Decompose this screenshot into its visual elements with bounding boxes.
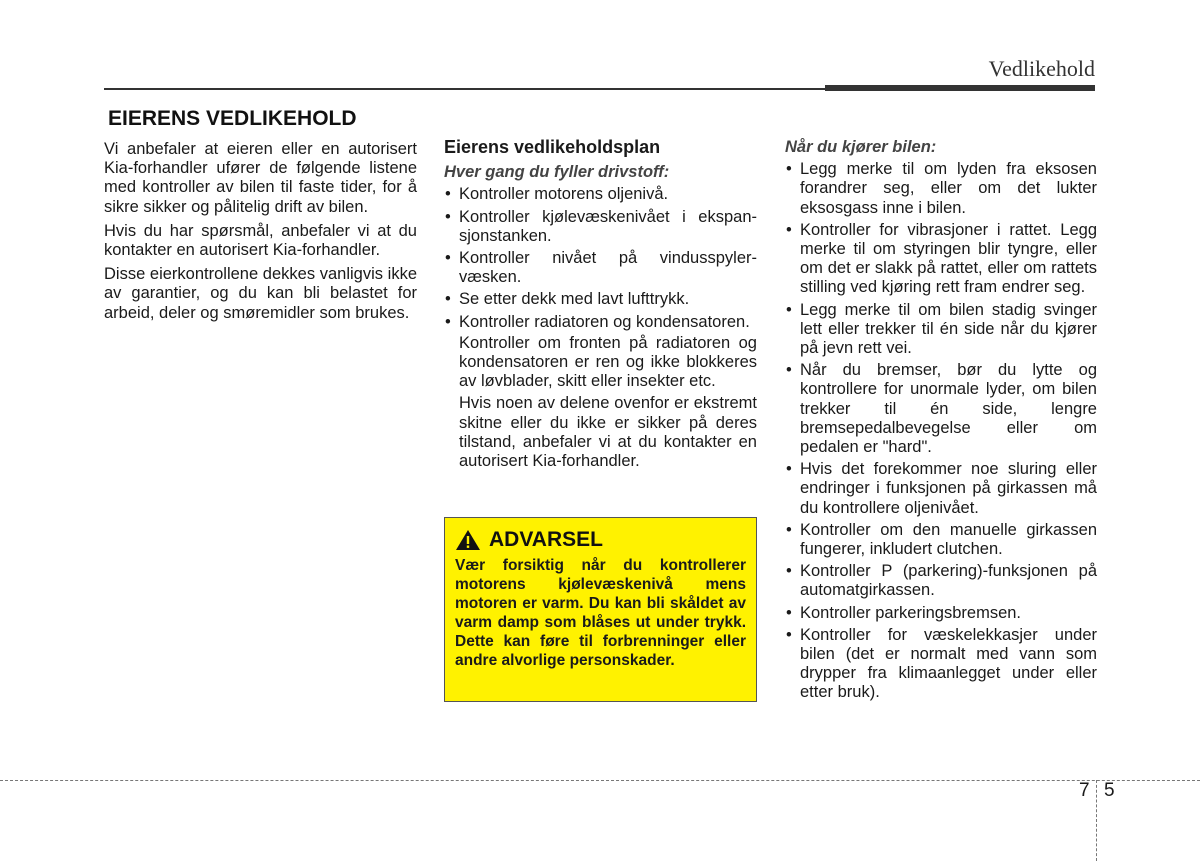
driving-subheading: Når du kjører bilen: — [785, 138, 937, 156]
list-item — [785, 460, 1097, 518]
list-item-text: Hvis det forekommer noe sluring eller endringer i funksjonen på girkassen må du kontrollere oljenivået. — [800, 460, 1097, 517]
list-item — [444, 290, 757, 309]
list-item — [444, 208, 757, 246]
list-item-text: Kontroller om den manuelle girkassen fungerer, inkludert clutchen. — [800, 520, 1097, 559]
driving-checklist — [785, 160, 1097, 702]
list-item — [444, 313, 757, 472]
list-item-text: Når du bremser, bør du lytte og kontrollere for unormale lyder, om bilen trekker til én side, lengre bremsepedalbevegelse eller om pedalen er "hard". — [800, 361, 1097, 457]
list-item-text: Kontroller radiatoren og kondensatoren. — [459, 312, 750, 331]
driving-checks-column — [785, 138, 1097, 706]
list-item-text: Se etter dekk med lavt lufttrykk. — [459, 290, 690, 309]
radiator-advice: Hvis noen av delene ovenfor er ekstremt skitne eller du ikke er sikker på deres tilstand, anbefaler vi at du kontakter en autorisert Kia-forhandler. — [459, 394, 757, 471]
list-item — [444, 249, 757, 287]
maintenance-plan-column — [444, 138, 757, 474]
list-item-text: Kontroller P (parkering)-funksjonen på automatgirkassen. — [800, 562, 1097, 600]
list-item-text: Legg merke til om lyden fra eksosen forandrer seg, eller om det lukter eksosgass inne i bilen. — [800, 160, 1097, 217]
chapter-number: 7 — [1079, 780, 1090, 801]
footer-page-divider — [1096, 780, 1097, 861]
list-item — [785, 221, 1097, 298]
list-item — [785, 301, 1097, 359]
refuel-subheading: Hver gang du fyller drivstoff: — [444, 163, 670, 182]
warning-text: Vær forsiktig når du kontrollerer motorens kjølevæskenivå mens motoren er varm. Du kan bli skåldet av varm damp som blåses ut under trykk. Dette kan føre til forbrenninger eller andre alvorlige personskader. — [455, 557, 746, 669]
list-item-text: Kontroller nivået på vindusspyler-væsken. — [459, 249, 757, 287]
list-item — [785, 604, 1097, 623]
warning-box — [444, 517, 757, 702]
list-item-text: Kontroller for væskelekkasjer under bilen (det er normalt med vann som drypper fra klimaanlegget under eller etter bruk). — [800, 625, 1097, 702]
list-item — [785, 626, 1097, 703]
intro-paragraph: Hvis du har spørsmål, anbefaler vi at du kontakter en autorisert Kia-forhandler. — [104, 221, 417, 260]
list-item — [785, 160, 1097, 218]
list-item-text: Kontroller parkeringsbremsen. — [800, 603, 1022, 622]
refuel-checklist — [444, 185, 757, 471]
list-item-text: Kontroller kjølevæskenivået i ekspan-sjonstanken. — [459, 207, 757, 245]
warning-header — [455, 528, 746, 552]
list-item-text: Kontroller motorens oljenivå. — [459, 185, 669, 204]
intro-paragraph: Disse eierkontrollene dekkes vanligvis ikke av garantier, og du kan bli belastet for arbeid, deler og smøremidler som brukes. — [104, 265, 417, 322]
list-item-text: Legg merke til om bilen stadig svinger lett eller trekker til én side når du kjører på jevn rett vei. — [800, 300, 1097, 358]
radiator-detail: Kontroller om fronten på radiatoren og kondensatoren er ren og ikke blokkeres av løvblader, skitt eller insekter etc. — [459, 333, 757, 391]
intro-paragraph: Vi anbefaler at eieren eller en autorisert Kia-forhandler ufører de følgende listene med kontroller av bilen til faste tider, for å sikre sikker og pålitelig drift av bilen. — [104, 140, 417, 216]
list-item — [444, 185, 757, 204]
list-item — [785, 361, 1097, 457]
intro-column — [104, 140, 417, 328]
list-item-text: Kontroller for vibrasjoner i rattet. Legg merke til om styringen blir tyngre, eller om det er slakk på rattet, eller om rattets stilling ved kjøring rett fram endrer seg. — [800, 220, 1097, 297]
footer-divider — [0, 780, 1200, 781]
warning-triangle-icon — [455, 529, 481, 551]
section-title: EIERENS VEDLIKEHOLD — [108, 107, 357, 130]
page-number: 5 — [1104, 780, 1115, 801]
warning-title: ADVARSEL — [489, 528, 603, 551]
header-rule-accent — [825, 85, 1095, 91]
chapter-header-title: Vedlikehold — [988, 56, 1095, 81]
list-item — [785, 521, 1097, 559]
maintenance-plan-heading: Eierens vedlikeholdsplan — [444, 137, 661, 157]
list-item — [785, 562, 1097, 600]
